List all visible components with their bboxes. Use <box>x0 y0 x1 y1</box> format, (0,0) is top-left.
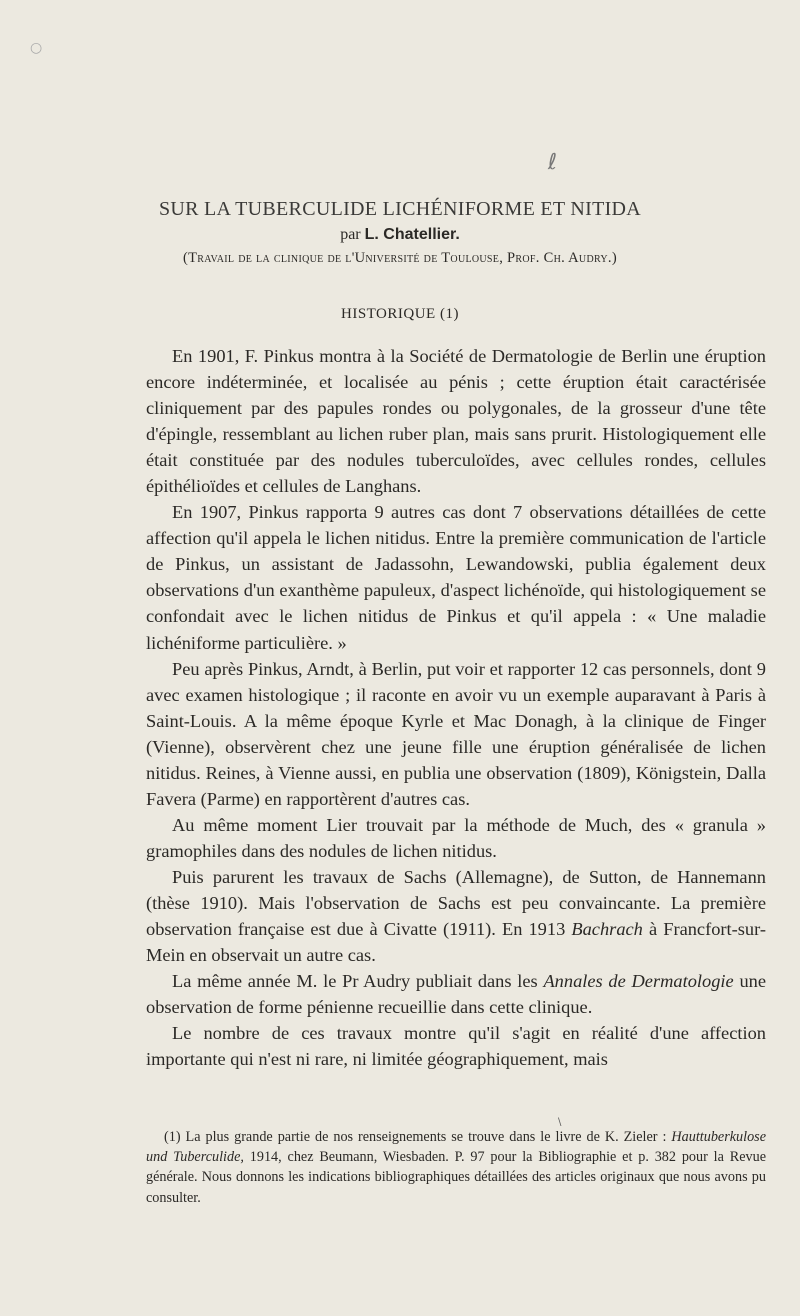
footnote-tail: 1914, chez Beumann, Wiesbaden. P. 97 pour la Bibliographie et p. 382 pour la Revue générale. Nous donnons les indications bibliographiques détaillées des articles originaux que nous avons pu consulter. <box>146 1149 766 1206</box>
paragraph-5-italic: Bachrach <box>571 919 643 940</box>
paragraph-7: Le nombre de ces travaux montre qu'il s'agit en réalité d'une affection importante qui n'est ni rare, ni limitée géographiquement, mais <box>146 1023 766 1070</box>
margin-mark-left: ○ <box>30 40 43 56</box>
body-text <box>146 343 766 1072</box>
author-name: L. Chatellier. <box>364 226 460 243</box>
footnote-text <box>146 1127 766 1208</box>
paragraph-2: En 1907, Pinkus rapporta 9 autres cas dont 7 observations détaillées de cette affection qu'il appela le lichen nitidus. Entre la première communication de l'article de Pinkus, un assistant de Jadassohn, Lewandowski, publia également deux observations d'un exanthème papuleux, d'aspect lichénoïde, qui histologiquement se confondait avec le lichen nitidus de Pinkus et qu'il appela : « Une maladie lichéniforme particulière. » <box>146 502 766 653</box>
footnote-pre: (1) La plus grande partie de nos renseignements se trouve dans le livre de K. Zieler : <box>164 1129 667 1145</box>
paragraph-5-tail: à Francfort-sur-Mein en observait un autre cas. <box>146 919 767 966</box>
paragraph-6 <box>146 968 766 1020</box>
paragraph-3: Peu après Pinkus, Arndt, à Berlin, put voir et rapporter 12 cas personnels, dont 9 avec examen histologique ; il raconte en avoir vu un exemple auparavant à Paris à Saint-Louis. A la même époque Kyrle et Mac Donagh, à la clinique de Finger (Vienne), observèrent chez une jeune fille une éruption généralisée de lichen nitidus. Reines, à Vienne aussi, en publia une observation (1809), Königstein, Dalla Favera (Parme) en rapportèrent d'autres cas. <box>146 658 766 809</box>
margin-mark-top: ℓ <box>548 150 558 175</box>
footnote-italic: Hauttuberkulose und Tuberculide, <box>146 1129 766 1166</box>
paragraph-6-text: La même année M. le Pr Audry publiait dans les <box>172 971 538 992</box>
footnote-separator-mark: \ <box>558 1117 562 1128</box>
section-title: HISTORIQUE <box>341 306 436 322</box>
paragraph-5 <box>146 864 766 968</box>
section-heading <box>0 306 800 323</box>
affiliation: (Travail de la clinique de l'Université de Toulouse, Prof. Ch. Audry.) <box>183 250 617 266</box>
author-prefix: par <box>340 226 361 243</box>
paragraph-6-italic: Annales de Dermatologie <box>543 971 734 992</box>
paragraph-1: En 1901, F. Pinkus montra à la Société de Dermatologie de Berlin une éruption encore indéterminée, et localisée au pénis ; cette éruption était caractérisée cliniquement par des papules rondes ou polygonales, de la grosseur d'une tête d'épingle, ressemblant au lichen ruber plan, mais sans prurit. Histologiquement elle était constituée par des nodules tuberculoïdes, avec cellules rondes, cellules épithélioïdes et cellules de Langhans. <box>146 346 766 497</box>
paragraph-6-tail: une observation de forme pénienne recueillie dans cette clinique. <box>146 971 766 1018</box>
paragraph-4: Au même moment Lier trouvait par la méthode de Much, des « granula » gramophiles dans des nodules de lichen nitidus. <box>146 814 766 861</box>
footnote <box>146 1127 766 1208</box>
author-line <box>0 226 800 244</box>
paragraph-5-text: Puis parurent les travaux de Sachs (Allemagne), de Sutton, de Hannemann (thèse 1910). Mais l'observation de Sachs est peu convaincante. La première observation française est due à Civatte (1911). En 1913 <box>146 866 766 940</box>
article-title: SUR LA TUBERCULIDE LICHÉNIFORME ET NITIDA <box>158 198 642 220</box>
footnote-ref: (1) <box>439 306 459 322</box>
